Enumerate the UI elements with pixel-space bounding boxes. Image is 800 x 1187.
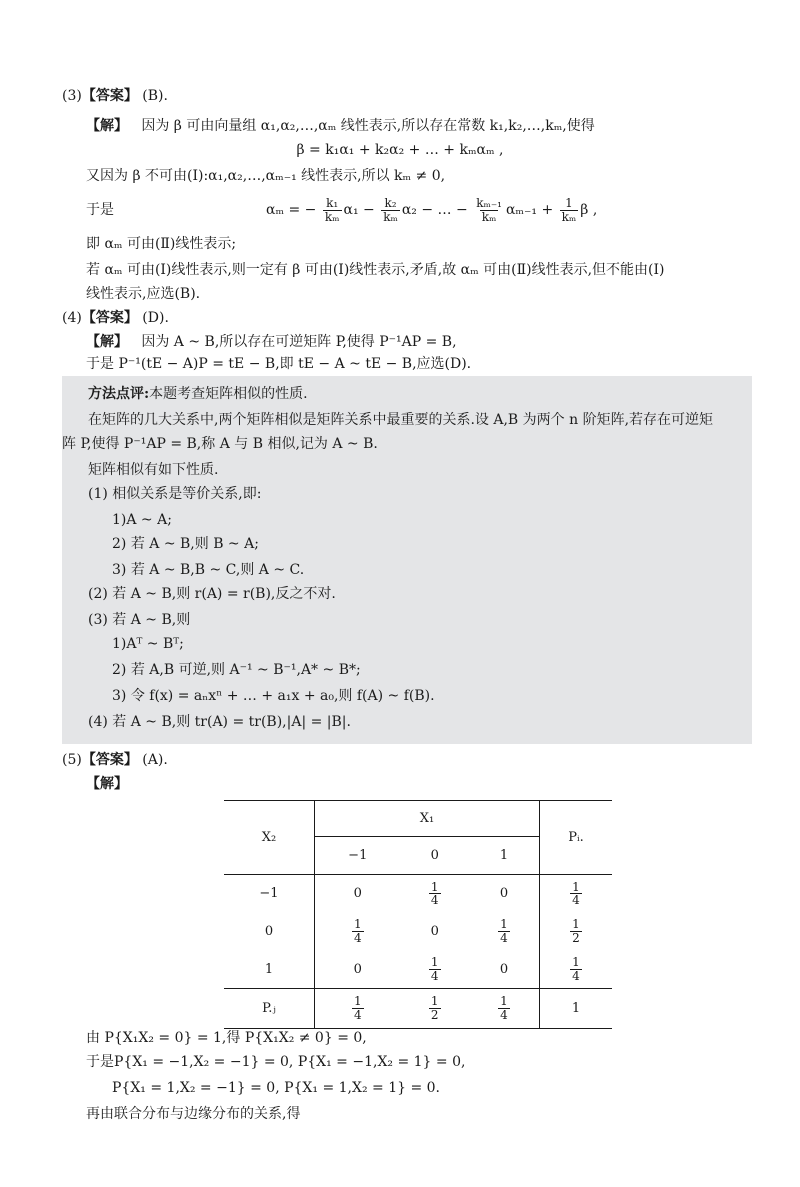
note-line-9: (3) 若 A ~ B,则 (88, 612, 191, 628)
solution-3-line-5: 线性表示,应选(B). (86, 286, 201, 302)
note-title-tag: 方法点评: (88, 386, 150, 402)
solution-3-line-1 (86, 116, 595, 136)
cell-num: 1 (430, 879, 439, 894)
eq2-term-4: β , (580, 202, 598, 218)
eq2-frac-4-num: 1 (565, 195, 573, 210)
solution-4-line-1 (86, 332, 457, 352)
table-cell (469, 913, 540, 951)
solution-5-line-4: 再由联合分布与边缘分布的关系,得 (86, 1106, 301, 1122)
cell-num: 1 (430, 955, 439, 970)
eq2-frac-3 (474, 197, 504, 223)
table-row-margin (540, 875, 613, 913)
note-line-12: 3) 令 f(x) = aₙxⁿ + … + a₁x + a₀,则 f(A) ~ f(B). (112, 688, 435, 704)
cell-den: 2 (430, 1008, 439, 1022)
table-cell: 0 (499, 886, 509, 902)
table-row (224, 875, 612, 913)
answer-5-heading (62, 750, 168, 770)
note-line-2: 阵 P,使得 P⁻¹AP = B,称 A 与 B 相似,记为 A ~ B. (62, 436, 378, 452)
table-margin-row (224, 989, 612, 1029)
table-x1-value: 1 (469, 837, 540, 875)
table-row (224, 951, 612, 989)
table-cell: 0 (353, 961, 362, 977)
eq2-frac-2-num: k₂ (384, 195, 397, 210)
table-col-margin (469, 989, 540, 1029)
eq2-frac-3-num: kₘ₋₁ (476, 195, 502, 210)
eq2-term-1: α₁ − (343, 202, 375, 218)
answer-4-number: (4) (62, 310, 82, 326)
table-total: 1 (540, 989, 613, 1029)
table-cell (315, 913, 401, 951)
joint-distribution-table (224, 800, 612, 1029)
table-row-label: 0 (224, 913, 315, 951)
eq2-frac-1 (323, 197, 342, 223)
eq2-term-3: αₘ₋₁ + (505, 202, 554, 218)
answer-5-tag: 【答案】 (81, 752, 138, 768)
solution-4-text-1: 因为 A ~ B,所以存在可逆矩阵 P,使得 P⁻¹AP = B, (141, 334, 457, 350)
solution-5-line-1: 由 P{X₁X₂ = 0} = 1,得 P{X₁X₂ ≠ 0} = 0, (86, 1030, 367, 1046)
table-cell: 0 (430, 924, 439, 939)
note-line-11: 2) 若 A,B 可逆,则 A⁻¹ ~ B⁻¹,A* ~ B*; (112, 662, 361, 678)
cell-den: 4 (572, 893, 580, 908)
eq2-frac-1-den: kₘ (324, 209, 340, 224)
cell-num: 1 (430, 994, 439, 1009)
table-header-pi: Pᵢ. (540, 801, 613, 875)
table-cell (401, 875, 469, 913)
note-line-8: (2) 若 A ~ B,则 r(A) = r(B),反之不对. (88, 586, 336, 602)
solution-3-yushi: 于是 (86, 202, 114, 218)
note-line-13: (4) 若 A ~ B,则 tr(A) = tr(B),|A| = |B|. (88, 714, 351, 730)
solution-5-line-2: 于是P{X₁ = −1,X₂ = −1} = 0, P{X₁ = −1,X₂ = 1} = 0, (86, 1054, 466, 1070)
table-x1-value: 0 (401, 837, 469, 875)
table-row-label: −1 (224, 875, 315, 913)
cell-den: 4 (430, 893, 439, 908)
cell-num: 1 (353, 994, 362, 1009)
cell-num: 1 (500, 994, 508, 1009)
solution-4-tag: 【解】 (86, 334, 128, 350)
answer-3-number: (3) (62, 88, 82, 104)
note-line-4: (1) 相似关系是等价关系,即: (88, 486, 262, 502)
cell-num: 1 (353, 917, 362, 932)
eq2-frac-3-den: kₘ (481, 209, 497, 224)
note-line-1: 在矩阵的几大关系中,两个矩阵相似是矩阵关系中最重要的关系.设 A,B 为两个 n 阶矩阵,若存在可逆矩 (88, 412, 714, 428)
eq2-frac-4-den: kₘ (561, 209, 577, 224)
answer-5-value: (A). (142, 752, 168, 768)
table-row (224, 913, 612, 951)
table-x1-value: −1 (315, 837, 401, 875)
answer-4-value: (D). (142, 310, 169, 326)
cell-den: 4 (500, 1008, 508, 1022)
answer-3-tag: 【答案】 (81, 88, 138, 104)
solution-3-tag: 【解】 (86, 118, 128, 134)
table-col-margin (315, 989, 401, 1029)
method-note-box (62, 376, 752, 744)
table-col-margin (401, 989, 469, 1029)
cell-den: 4 (430, 968, 439, 983)
cell-den: 2 (572, 931, 580, 945)
eq2-lhs: αₘ = − (266, 202, 317, 218)
table-row-margin (540, 913, 613, 951)
eq2-frac-4 (560, 197, 579, 223)
answer-3-value: (B). (142, 88, 168, 104)
cell-num: 1 (500, 917, 508, 932)
table-cell: 0 (499, 961, 509, 977)
cell-den: 4 (572, 968, 580, 983)
eq2-frac-2 (381, 197, 400, 223)
solution-3-line-4: 若 αₘ 可由(Ⅰ)线性表示,则一定有 β 可由(Ⅰ)线性表示,矛盾,故 αₘ 可由(Ⅱ)线性表示,但不能由(Ⅰ) (86, 262, 665, 278)
eq2-frac-2-den: kₘ (383, 209, 398, 224)
note-title-text: 本题考查矩阵相似的性质. (149, 386, 308, 402)
cell-num: 1 (572, 917, 580, 932)
solution-5-line-3: P{X₁ = 1,X₂ = −1} = 0, P{X₁ = 1,X₂ = 1} = 0. (112, 1080, 440, 1096)
cell-den: 4 (500, 931, 508, 945)
answer-4-tag: 【答案】 (81, 310, 138, 326)
answer-5-number: (5) (62, 752, 82, 768)
cell-num: 1 (572, 955, 580, 970)
solution-3-line-2: 又因为 β 不可由(Ⅰ):α₁,α₂,…,αₘ₋₁ 线性表示,所以 kₘ ≠ 0, (86, 168, 446, 184)
cell-den: 4 (353, 931, 362, 945)
note-line-10: 1)Aᵀ ~ Bᵀ; (112, 636, 184, 652)
table-row-label: 1 (224, 951, 315, 989)
answer-3-heading (62, 86, 168, 106)
cell-den: 4 (353, 1008, 362, 1022)
solution-5-tag: 【解】 (86, 776, 128, 792)
equation-beta: β = k₁α₁ + k₂α₂ + … + kₘαₘ , (296, 142, 504, 158)
solution-3-text-1: 因为 β 可由向量组 α₁,α₂,…,αₘ 线性表示,所以存在常数 k₁,k₂,…,kₘ,使得 (141, 118, 595, 134)
note-line-5: 1)A ~ A; (112, 512, 172, 528)
solution-4-line-2: 于是 P⁻¹(tE − A)P = tE − B,即 tE − A ~ tE − B,应选(D). (86, 356, 472, 372)
note-line-6: 2) 若 A ~ B,则 B ~ A; (112, 536, 259, 552)
answer-4-heading (62, 308, 169, 328)
table-cell: 0 (353, 886, 362, 902)
table-row-margin (540, 951, 613, 989)
eq2-frac-1-num: k₁ (326, 195, 339, 210)
table-cell (401, 951, 469, 989)
solution-3-line-3: 即 αₘ 可由(Ⅱ)线性表示; (86, 236, 237, 252)
table-header-x2: X₂ (224, 801, 315, 875)
note-title (88, 384, 308, 404)
note-line-3: 矩阵相似有如下性质. (88, 462, 219, 478)
eq2-term-2: α₂ − … − (401, 202, 468, 218)
note-line-7: 3) 若 A ~ B,B ~ C,则 A ~ C. (112, 562, 305, 578)
cell-num: 1 (572, 879, 580, 894)
table-header-pj: P.ⱼ (224, 989, 315, 1029)
equation-alpha-m (266, 190, 597, 230)
table-header-x1: X₁ (315, 801, 540, 837)
